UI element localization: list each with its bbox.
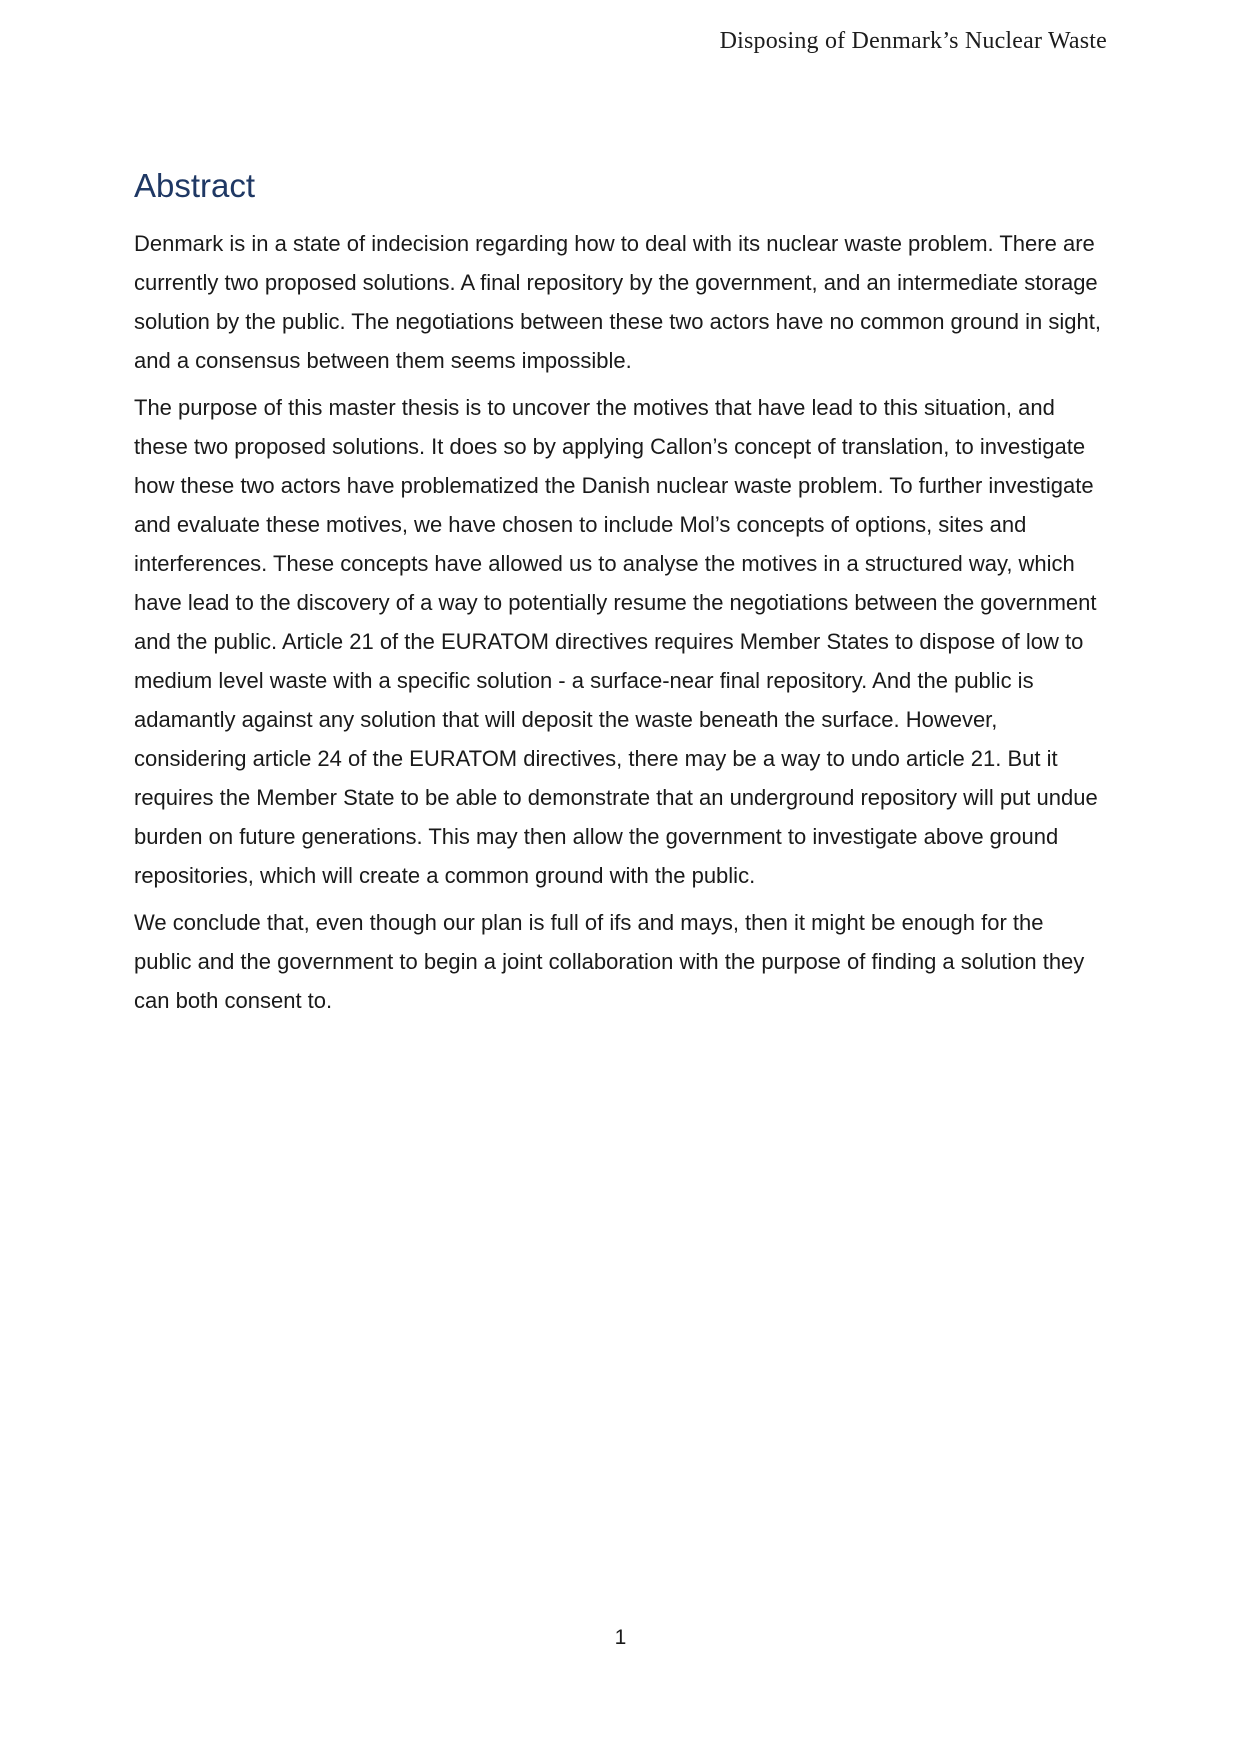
running-header-text: Disposing of Denmark’s Nuclear Waste [719,28,1107,54]
abstract-paragraph-2: The purpose of this master thesis is to uncover the motives that have lead to this situation, and these two proposed solutions. It does so by applying Callon’s concept of translation, to investigate how these two actors have problematized the Danish nuclear waste problem. To further investigate and evaluate these motives, we have chosen to include Mol’s concepts of options, sites and interferences. These concepts have allowed us to analyse the motives in a structured way, which have lead to the discovery of a way to potentially resume the negotiations between the government and the public. Article 21 of the EURATOM directives requires Member States to dispose of low to medium level waste with a specific solution - a surface-near final repository. And the public is adamantly against any solution that will deposit the waste beneath the surface. However, considering article 24 of the EURATOM directives, there may be a way to undo article 21. But it requires the Member State to be able to demonstrate that an underground repository will put undue burden on future generations. This may then allow the government to investigate above ground repositories, which will create a common ground with the public. [134,395,1098,888]
abstract-paragraph-3: We conclude that, even though our plan is full of ifs and mays, then it might be enough for the public and the government to begin a joint collaboration with the purpose of finding a solution they can both consent to. [134,910,1085,1013]
page-content [134,0,1107,1028]
abstract-heading: Abstract [134,167,256,204]
page-number: 1 [614,1626,627,1649]
abstract-paragraph-1: Denmark is in a state of indecision regarding how to deal with its nuclear waste problem. There are currently two proposed solutions. A final repository by the government, and an intermediate storage solution by the public. The negotiations between these two actors have no common ground in sight, and a consensus between them seems impossible. [134,231,1101,373]
